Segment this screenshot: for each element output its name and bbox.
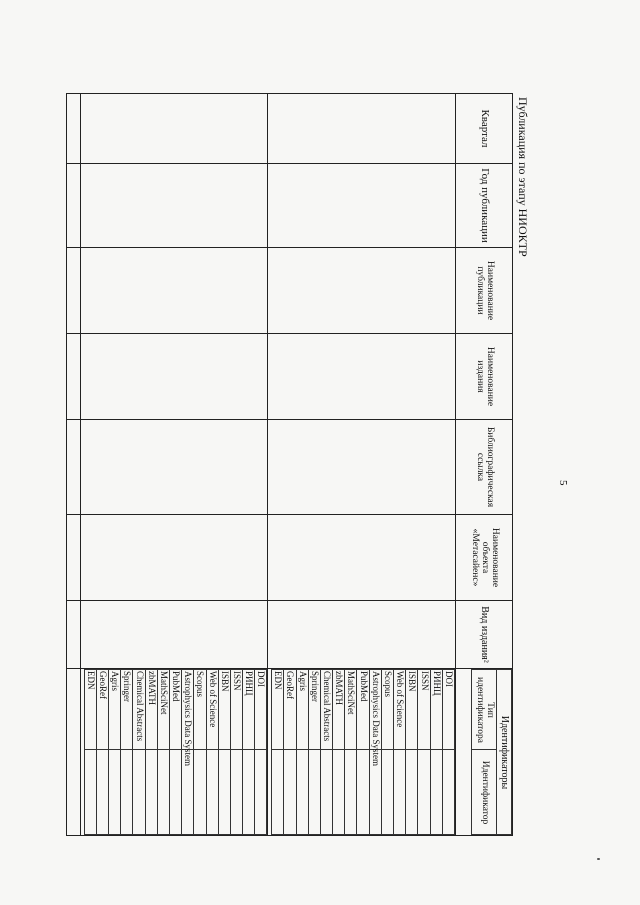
- cell-year: [81, 164, 269, 248]
- identifier-value: [84, 750, 96, 835]
- identifier-type: ISBN: [406, 670, 418, 750]
- identifier-value: [96, 750, 108, 835]
- identifier-value: [357, 750, 369, 835]
- identifier-value: [194, 750, 206, 835]
- identifier-value-header: Идентификатор: [472, 750, 497, 835]
- identifier-row: [230, 670, 242, 835]
- identifier-row: [430, 670, 442, 835]
- table-caption: Публикация по этапу НИОКТР: [516, 97, 530, 257]
- identifier-value: [109, 750, 121, 835]
- identifiers-list: [271, 669, 455, 835]
- identifier-row: [133, 670, 145, 835]
- identifier-row: [157, 670, 169, 835]
- page-number: 5: [557, 480, 569, 486]
- identifier-type: PubMed: [357, 670, 369, 750]
- identifier-type: Scopus: [194, 670, 206, 750]
- identifier-type: EDN: [272, 670, 284, 750]
- identifier-row: [381, 670, 393, 835]
- identifiers-cell: [81, 669, 269, 836]
- identifier-type: Springer: [308, 670, 320, 750]
- identifier-row: [272, 670, 284, 835]
- identifier-value: [243, 750, 255, 835]
- cell-kvartal: [268, 94, 456, 164]
- identifier-type: EDN: [84, 670, 96, 750]
- identifier-row: [345, 670, 357, 835]
- identifier-row: [369, 670, 381, 835]
- identifier-value: [406, 750, 418, 835]
- identifiers-list: [84, 669, 268, 835]
- header-edition-name: Наименование издания: [456, 334, 513, 420]
- identifier-value: [255, 750, 267, 835]
- header-year: Год публикации: [456, 164, 513, 248]
- identifier-value: [308, 750, 320, 835]
- identifiers-cell: [268, 669, 456, 836]
- identifier-value: [381, 750, 393, 835]
- identifier-value: [218, 750, 230, 835]
- header-kvartal: Квартал: [456, 94, 513, 164]
- publication-table: [66, 93, 513, 836]
- identifier-type: ISSN: [418, 670, 430, 750]
- identifier-row: [296, 670, 308, 835]
- identifier-type: Astrophysics Data System: [183, 671, 194, 766]
- identifier-type: Springer: [121, 670, 133, 750]
- identifier-value: [296, 750, 308, 835]
- identifier-type: ISSN: [230, 670, 242, 750]
- identifier-row: [357, 670, 369, 835]
- identifier-type: Scopus: [381, 670, 393, 750]
- identifier-type: MathSciNet: [345, 670, 357, 750]
- identifier-type: Agris: [296, 670, 308, 750]
- scan-artifact: [597, 858, 600, 860]
- identifier-row: [333, 670, 345, 835]
- table-row: [81, 94, 269, 836]
- identifier-row: [170, 670, 182, 835]
- cell-object-name: [81, 515, 269, 601]
- identifier-row: [320, 670, 332, 835]
- cell-publication-name: [268, 248, 456, 334]
- identifier-type-header: Тип идентификатора: [472, 670, 497, 750]
- header-object-name: Наименование объекта «Метасайенс»: [456, 515, 513, 601]
- identifier-type: РИНЦ: [430, 670, 442, 750]
- identifier-row: [109, 670, 121, 835]
- identifier-value: [230, 750, 242, 835]
- identifier-value: [170, 750, 182, 835]
- identifier-value: [394, 750, 406, 835]
- identifier-value: [430, 750, 442, 835]
- identifier-value: [418, 750, 430, 835]
- identifier-value: [272, 750, 284, 835]
- identifier-type: ISBN: [218, 670, 230, 750]
- identifiers-header: [471, 669, 512, 835]
- identifier-type: Chemical Abstracts: [133, 670, 145, 750]
- identifier-row: [84, 670, 96, 835]
- identifier-row: [145, 670, 157, 835]
- identifier-row: [206, 670, 218, 835]
- identifiers-header-cell: [456, 669, 513, 836]
- cell-publication-name: [81, 248, 269, 334]
- identifier-type: GeoRef: [96, 670, 108, 750]
- identifier-row: [194, 670, 206, 835]
- identifier-type: PubMed: [170, 670, 182, 750]
- identifier-type: GeoRef: [284, 670, 296, 750]
- identifier-type: Chemical Abstracts: [320, 670, 332, 750]
- cell-edition-name: [268, 334, 456, 420]
- identifier-row: [243, 670, 255, 835]
- identifiers-title: Идентификаторы: [497, 670, 512, 835]
- cell-edition-type: [268, 601, 456, 669]
- identifier-type: DOI: [442, 670, 454, 750]
- identifier-value: [442, 750, 454, 835]
- identifier-value: [121, 750, 133, 835]
- cell-year: [268, 164, 456, 248]
- identifier-type: MathSciNet: [157, 670, 169, 750]
- identifier-type: zbMATH: [333, 670, 345, 750]
- identifier-row: [182, 670, 194, 835]
- cell-bibliographic-ref: [268, 420, 456, 515]
- identifier-row: [255, 670, 267, 835]
- identifier-row: [284, 670, 296, 835]
- identifier-type: Web of Science: [206, 670, 218, 750]
- identifier-type: Agris: [109, 670, 121, 750]
- identifier-type: РИНЦ: [243, 670, 255, 750]
- identifier-type: Astrophysics Data System: [370, 671, 381, 766]
- table-row: [268, 94, 456, 836]
- publication-table-rotated: [66, 93, 532, 835]
- header-bibliographic-ref: Библиографическая ссылка: [456, 420, 513, 515]
- cell-bibliographic-ref: [81, 420, 269, 515]
- cell-edition-name: [81, 334, 269, 420]
- identifier-value: [133, 750, 145, 835]
- identifier-type: DOI: [255, 670, 267, 750]
- identifier-row: [308, 670, 320, 835]
- identifier-value: [333, 750, 345, 835]
- identifier-type: zbMATH: [145, 670, 157, 750]
- identifier-row: [442, 670, 454, 835]
- cell-edition-type: [81, 601, 269, 669]
- header-edition-type: Вид издания²: [456, 601, 513, 669]
- identifier-value: [145, 750, 157, 835]
- identifier-value: [157, 750, 169, 835]
- identifier-value: [345, 750, 357, 835]
- identifier-value: [320, 750, 332, 835]
- identifier-row: [121, 670, 133, 835]
- identifier-row: [418, 670, 430, 835]
- identifier-row: [394, 670, 406, 835]
- table-row-empty: [67, 94, 81, 836]
- identifier-row: [406, 670, 418, 835]
- header-publication-name: Наименование публикации: [456, 248, 513, 334]
- identifier-type: Web of Science: [394, 670, 406, 750]
- identifier-value: [284, 750, 296, 835]
- identifier-row: [218, 670, 230, 835]
- identifier-row: [96, 670, 108, 835]
- cell-kvartal: [81, 94, 269, 164]
- identifier-value: [206, 750, 218, 835]
- cell-object-name: [268, 515, 456, 601]
